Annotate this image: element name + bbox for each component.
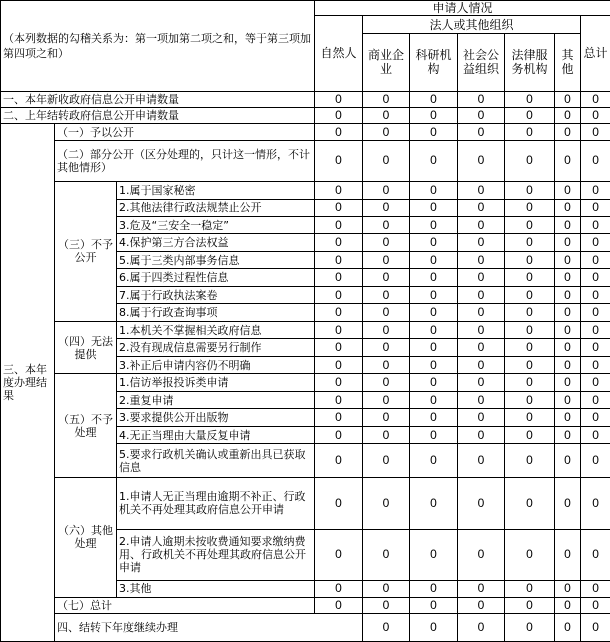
value-cell: 0 — [581, 234, 610, 251]
value-cell: 0 — [315, 91, 363, 107]
value-cell: 0 — [581, 91, 610, 107]
value-cell: 0 — [315, 339, 363, 356]
value-cell: 0 — [555, 251, 581, 268]
value-cell: 0 — [315, 269, 363, 286]
applicant-header: 申请人情况 — [315, 1, 610, 16]
row-label: 2.重复申请 — [117, 391, 315, 408]
value-cell: 0 — [581, 614, 610, 642]
value-cell: 0 — [555, 478, 581, 529]
research-header: 科研机构 — [410, 33, 458, 91]
value-cell: 0 — [555, 199, 581, 216]
value-cell: 0 — [555, 339, 581, 356]
row-label: （一）予以公开 — [55, 124, 315, 140]
value-cell: 0 — [458, 199, 505, 216]
row-label: 2.其他法律行政法规禁止公开 — [117, 199, 315, 216]
value-cell: 0 — [505, 374, 555, 391]
value-cell: 0 — [315, 529, 363, 580]
value-cell: 0 — [555, 182, 581, 199]
value-cell: 0 — [315, 581, 363, 597]
row-label: 一、本年新收政府信息公开申请数量 — [1, 91, 315, 107]
value-cell: 0 — [458, 251, 505, 268]
social-header: 社会公益组织 — [458, 33, 505, 91]
value-cell: 0 — [555, 529, 581, 580]
value-cell: 0 — [315, 391, 363, 408]
value-cell: 0 — [363, 444, 410, 478]
row-label: （七）总计 — [55, 597, 315, 613]
row-label: 3.其他 — [117, 581, 315, 597]
value-cell: 0 — [410, 426, 458, 443]
value-cell: 0 — [581, 426, 610, 443]
value-cell: 0 — [505, 199, 555, 216]
value-cell: 0 — [315, 374, 363, 391]
value-cell: 0 — [410, 409, 458, 426]
row-label: 4.保护第三方合法权益 — [117, 234, 315, 251]
value-cell: 0 — [363, 339, 410, 356]
value-cell: 0 — [410, 140, 458, 181]
group-4-label: （四）无法提供 — [55, 321, 117, 373]
value-cell: 0 — [410, 269, 458, 286]
value-cell: 0 — [363, 614, 410, 642]
value-cell: 0 — [581, 216, 610, 233]
value-cell: 0 — [363, 597, 410, 613]
value-cell: 0 — [363, 124, 410, 140]
value-cell: 0 — [315, 356, 363, 373]
value-cell: 0 — [555, 91, 581, 107]
value-cell: 0 — [458, 581, 505, 597]
value-cell: 0 — [315, 107, 363, 123]
legal-group-header: 法人或其他组织 — [363, 16, 581, 33]
row-label: 二、上年结转政府信息公开申请数量 — [1, 107, 315, 123]
value-cell: 0 — [458, 286, 505, 303]
value-cell: 0 — [363, 269, 410, 286]
value-cell: 0 — [363, 356, 410, 373]
value-cell: 0 — [505, 124, 555, 140]
value-cell: 0 — [410, 321, 458, 338]
row-label: 3.补正后申请内容仍不明确 — [117, 356, 315, 373]
other-header: 其他 — [555, 33, 581, 91]
value-cell: 0 — [555, 444, 581, 478]
value-cell: 0 — [315, 409, 363, 426]
value-cell: 0 — [505, 107, 555, 123]
value-cell: 0 — [581, 107, 610, 123]
value-cell: 0 — [315, 251, 363, 268]
value-cell: 0 — [555, 597, 581, 613]
value-cell: 0 — [315, 304, 363, 321]
value-cell: 0 — [581, 597, 610, 613]
value-cell: 0 — [410, 478, 458, 529]
value-cell: 0 — [581, 529, 610, 580]
value-cell: 0 — [363, 426, 410, 443]
value-cell: 0 — [505, 339, 555, 356]
value-cell: 0 — [581, 269, 610, 286]
value-cell: 0 — [458, 304, 505, 321]
value-cell: 0 — [505, 409, 555, 426]
value-cell: 0 — [581, 124, 610, 140]
value-cell: 0 — [458, 140, 505, 181]
value-cell: 0 — [363, 391, 410, 408]
value-cell: 0 — [458, 91, 505, 107]
value-cell: 0 — [410, 391, 458, 408]
value-cell: 0 — [410, 234, 458, 251]
value-cell: 0 — [555, 286, 581, 303]
value-cell: 0 — [410, 529, 458, 580]
law-header: 法律服务机构 — [505, 33, 555, 91]
row-label: 1.信访举报投诉类申请 — [117, 374, 315, 391]
value-cell: 0 — [555, 140, 581, 181]
group-5-label: （五）不予处理 — [55, 374, 117, 478]
value-cell: 0 — [555, 426, 581, 443]
value-cell: 0 — [555, 107, 581, 123]
value-cell: 0 — [410, 339, 458, 356]
row-label: 2.没有现成信息需要另行制作 — [117, 339, 315, 356]
value-cell: 0 — [363, 182, 410, 199]
value-cell: 0 — [363, 140, 410, 181]
value-cell: 0 — [410, 581, 458, 597]
value-cell: 0 — [505, 391, 555, 408]
value-cell: 0 — [555, 391, 581, 408]
row-label: 1.申请人无正当理由逾期不补正、行政机关不再处理其政府信息公开申请 — [117, 478, 315, 529]
value-cell: 0 — [555, 374, 581, 391]
value-cell: 0 — [458, 426, 505, 443]
value-cell: 0 — [555, 216, 581, 233]
value-cell: 0 — [363, 286, 410, 303]
value-cell: 0 — [458, 356, 505, 373]
value-cell: 0 — [458, 339, 505, 356]
value-cell: 0 — [458, 124, 505, 140]
row-label: 5.属于三类内部事务信息 — [117, 251, 315, 268]
value-cell: 0 — [315, 478, 363, 529]
value-cell: 0 — [363, 304, 410, 321]
value-cell: 0 — [363, 251, 410, 268]
row-label: 4.无正当理由大量反复申请 — [117, 426, 315, 443]
value-cell: 0 — [505, 91, 555, 107]
value-cell: 0 — [581, 391, 610, 408]
value-cell: 0 — [505, 444, 555, 478]
value-cell: 0 — [458, 478, 505, 529]
value-cell: 0 — [581, 409, 610, 426]
value-cell: 0 — [555, 321, 581, 338]
value-cell: 0 — [315, 286, 363, 303]
value-cell: 0 — [315, 321, 363, 338]
value-cell: 0 — [363, 199, 410, 216]
row-label: （二）部分公开（区分处理的，只计这一情形，不计其他情形） — [55, 140, 315, 181]
row-label: 四、结转下年度继续办理 — [55, 614, 363, 642]
row-label: 1.本机关不掌握相关政府信息 — [117, 321, 315, 338]
value-cell: 0 — [363, 107, 410, 123]
value-cell: 0 — [581, 374, 610, 391]
row-label: 2.申请人逾期未按收费通知要求缴纳费用、行政机关不再处理其政府信息公开申请 — [117, 529, 315, 580]
value-cell: 0 — [315, 444, 363, 478]
group-3-label: （三）不予公开 — [55, 182, 117, 322]
value-cell: 0 — [505, 321, 555, 338]
value-cell: 0 — [555, 409, 581, 426]
section-3-label: 三、本年度办理结果 — [1, 124, 55, 642]
value-cell: 0 — [458, 321, 505, 338]
value-cell: 0 — [410, 614, 458, 642]
row-label: 1.属于国家秘密 — [117, 182, 315, 199]
row-label: 8.属于行政查询事项 — [117, 304, 315, 321]
value-cell: 0 — [505, 304, 555, 321]
value-cell: 0 — [505, 140, 555, 181]
value-cell: 0 — [458, 269, 505, 286]
value-cell: 0 — [315, 124, 363, 140]
value-cell: 0 — [315, 597, 363, 613]
value-cell: 0 — [410, 251, 458, 268]
value-cell: 0 — [505, 597, 555, 613]
value-cell: 0 — [555, 581, 581, 597]
value-cell: 0 — [555, 269, 581, 286]
value-cell: 0 — [581, 356, 610, 373]
value-cell: 0 — [410, 286, 458, 303]
value-cell: 0 — [410, 356, 458, 373]
value-cell: 0 — [505, 216, 555, 233]
value-cell: 0 — [410, 199, 458, 216]
row-label: 3.要求提供公开出版物 — [117, 409, 315, 426]
value-cell: 0 — [555, 234, 581, 251]
value-cell: 0 — [505, 286, 555, 303]
value-cell: 0 — [363, 581, 410, 597]
row-label: 5.要求行政机关确认或重新出具已获取信息 — [117, 444, 315, 478]
value-cell: 0 — [315, 140, 363, 181]
value-cell: 0 — [315, 199, 363, 216]
value-cell: 0 — [410, 107, 458, 123]
value-cell: 0 — [505, 581, 555, 597]
value-cell: 0 — [363, 216, 410, 233]
value-cell: 0 — [363, 529, 410, 580]
value-cell: 0 — [458, 444, 505, 478]
relation-note: （本列数据的勾稽关系为：第一项加第二项之和，等于第三项加第四项之和） — [1, 1, 315, 92]
value-cell: 0 — [315, 426, 363, 443]
value-cell: 0 — [458, 409, 505, 426]
value-cell: 0 — [555, 124, 581, 140]
value-cell: 0 — [458, 614, 505, 642]
value-cell: 0 — [505, 614, 555, 642]
value-cell: 0 — [505, 269, 555, 286]
value-cell: 0 — [581, 581, 610, 597]
value-cell: 0 — [410, 182, 458, 199]
value-cell: 0 — [505, 182, 555, 199]
value-cell: 0 — [410, 91, 458, 107]
value-cell: 0 — [458, 216, 505, 233]
value-cell: 0 — [581, 478, 610, 529]
value-cell: 0 — [581, 444, 610, 478]
value-cell: 0 — [581, 199, 610, 216]
value-cell: 0 — [363, 409, 410, 426]
value-cell: 0 — [581, 140, 610, 181]
value-cell: 0 — [363, 91, 410, 107]
value-cell: 0 — [581, 321, 610, 338]
value-cell: 0 — [555, 614, 581, 642]
group-6-label: （六）其他处理 — [55, 478, 117, 597]
value-cell: 0 — [581, 182, 610, 199]
value-cell: 0 — [458, 182, 505, 199]
value-cell: 0 — [410, 216, 458, 233]
value-cell: 0 — [505, 356, 555, 373]
total-header: 总计 — [581, 16, 610, 91]
value-cell: 0 — [581, 339, 610, 356]
value-cell: 0 — [315, 234, 363, 251]
value-cell: 0 — [410, 597, 458, 613]
value-cell: 0 — [410, 374, 458, 391]
value-cell: 0 — [410, 124, 458, 140]
value-cell: 0 — [315, 182, 363, 199]
row-label: 7.属于行政执法案卷 — [117, 286, 315, 303]
value-cell: 0 — [363, 374, 410, 391]
value-cell: 0 — [505, 426, 555, 443]
value-cell: 0 — [581, 304, 610, 321]
row-label: 3.危及“三安全一稳定” — [117, 216, 315, 233]
value-cell: 0 — [410, 304, 458, 321]
value-cell: 0 — [458, 391, 505, 408]
value-cell: 0 — [458, 374, 505, 391]
natural-person-header: 自然人 — [315, 16, 363, 91]
value-cell: 0 — [555, 304, 581, 321]
value-cell: 0 — [458, 107, 505, 123]
value-cell: 0 — [363, 234, 410, 251]
commercial-header: 商业企业 — [363, 33, 410, 91]
value-cell: 0 — [505, 251, 555, 268]
value-cell: 0 — [505, 478, 555, 529]
value-cell: 0 — [581, 251, 610, 268]
value-cell: 0 — [505, 234, 555, 251]
value-cell: 0 — [505, 529, 555, 580]
value-cell: 0 — [581, 286, 610, 303]
value-cell: 0 — [410, 444, 458, 478]
value-cell: 0 — [363, 321, 410, 338]
value-cell: 0 — [363, 478, 410, 529]
value-cell: 0 — [458, 234, 505, 251]
row-label: 6.属于四类过程性信息 — [117, 269, 315, 286]
value-cell: 0 — [458, 529, 505, 580]
value-cell: 0 — [458, 597, 505, 613]
value-cell: 0 — [315, 216, 363, 233]
value-cell: 0 — [555, 356, 581, 373]
